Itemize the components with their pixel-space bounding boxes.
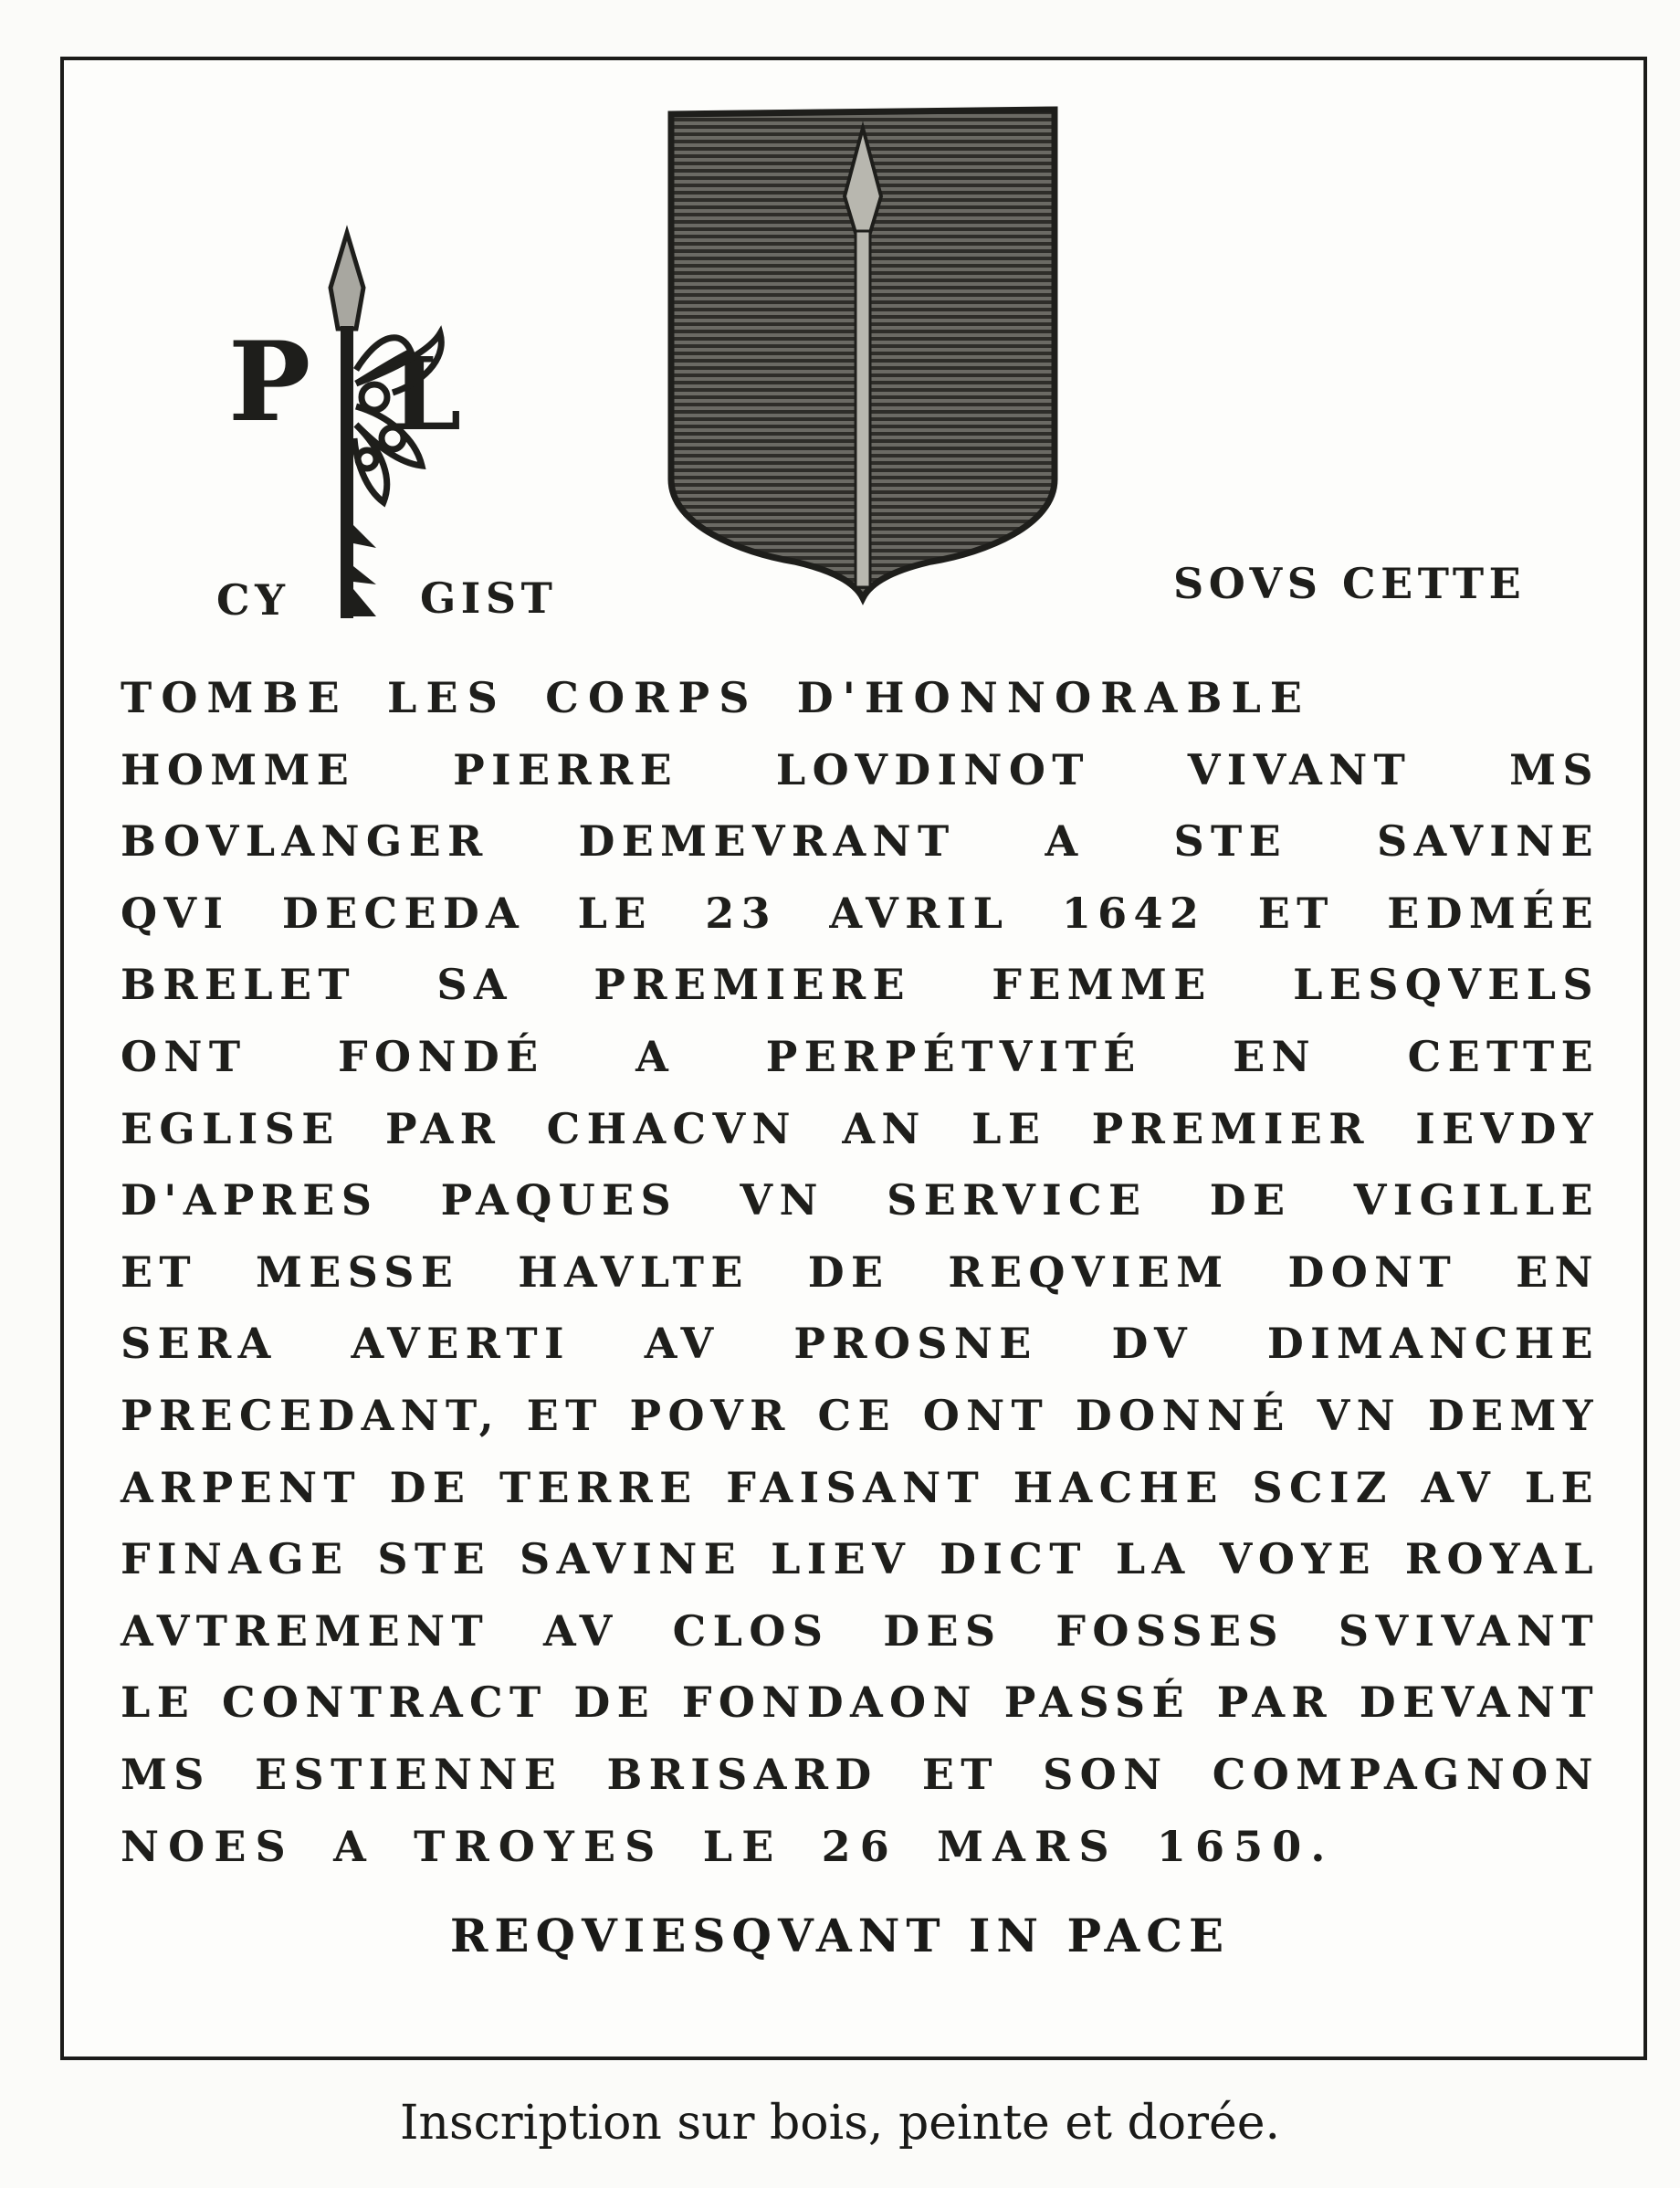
- inscription-word: D'APRES: [121, 1175, 379, 1225]
- inscription-word: SA: [436, 960, 513, 1010]
- inscription-word: AVERTI: [351, 1319, 571, 1369]
- svg-text:L: L: [391, 335, 462, 453]
- inscription-word: 23: [705, 888, 777, 938]
- inscription-word: PAR: [385, 1103, 502, 1153]
- inscription-line: [121, 1667, 1600, 1739]
- inscription-closing: REQVIESQVANT IN PACE: [449, 1909, 1231, 1962]
- inscription-word: LA: [1115, 1534, 1192, 1584]
- inscription-word: DES: [883, 1605, 1003, 1656]
- coat-of-arms-shield: [657, 96, 1068, 607]
- inscription-word: AV: [542, 1605, 619, 1656]
- svg-text:P: P: [228, 318, 311, 447]
- inscription-word: LESQVELS: [1293, 960, 1600, 1010]
- inscription-word: ARPENT: [121, 1462, 362, 1512]
- inscription-word: PREMIERE: [593, 960, 911, 1010]
- inscription-word: SAVINE: [520, 1534, 743, 1584]
- inscription-word: AV: [1421, 1462, 1497, 1512]
- inscription-word: CE: [817, 1390, 897, 1440]
- inscription-word: VIVANT: [1187, 744, 1412, 794]
- inscription-word: 1642: [1061, 888, 1206, 938]
- inscription-word: STE: [377, 1534, 492, 1584]
- inscription-word: A: [635, 1031, 676, 1081]
- inscription-word: TERRE: [499, 1462, 698, 1512]
- inscription-line: [121, 1595, 1600, 1667]
- inscription-word: FAISANT: [726, 1462, 986, 1512]
- inscription-line: [121, 1523, 1600, 1595]
- inscription-word: PROSNE: [793, 1319, 1038, 1369]
- inscription-word: BRISARD: [606, 1749, 878, 1799]
- inscription-word: COMPAGNON: [1212, 1749, 1600, 1799]
- inscription-word: QVI: [121, 888, 230, 938]
- inscription-word: PREMIER: [1091, 1103, 1370, 1153]
- inscription-word: DV: [1111, 1319, 1194, 1369]
- inscription-line: [121, 1452, 1600, 1524]
- inscription-word: SCIZ: [1252, 1462, 1393, 1512]
- inscription-word: DE: [807, 1247, 890, 1297]
- inscription-word: PAQUES: [440, 1175, 678, 1225]
- inscription-word: PASSÉ: [1003, 1678, 1191, 1728]
- inscription-word: DEVANT: [1359, 1678, 1600, 1728]
- inscription-word: BOVLANGER: [121, 816, 489, 867]
- inscription-word: VN: [1317, 1390, 1402, 1440]
- inscription-line: [121, 734, 1600, 806]
- inscription-line: [121, 1739, 1600, 1811]
- inscription-line: [121, 805, 1600, 878]
- inscription-line: [121, 1164, 1600, 1236]
- inscription-word: LE: [121, 1678, 196, 1728]
- inscription-word: SAVINE: [1376, 816, 1600, 867]
- inscription-word: SVIVANT: [1338, 1605, 1600, 1656]
- inscription-word: AVTREMENT: [121, 1605, 490, 1656]
- inscription-word: FEMME: [992, 960, 1213, 1010]
- inscription-word: LE: [1524, 1462, 1600, 1512]
- inscription-word: CHACVN: [546, 1103, 797, 1153]
- inscription-word: DE: [573, 1678, 656, 1728]
- inscription-word: DECEDA: [281, 888, 526, 938]
- inscription-word: FOSSES: [1055, 1605, 1286, 1656]
- inscription-word: SERA: [121, 1319, 278, 1369]
- inscription-word: FONDAON: [681, 1678, 978, 1728]
- inscription-word: MESSE: [255, 1247, 460, 1297]
- inscription-word: DEMY: [1427, 1390, 1600, 1440]
- inscription-word: VOYE: [1219, 1534, 1377, 1584]
- inscription-word: CLOS: [672, 1605, 830, 1656]
- inscription-line: [121, 1093, 1600, 1165]
- inscription-word: REQVIEM: [948, 1247, 1230, 1297]
- inscription-line: [121, 1308, 1600, 1380]
- inscription-line: [121, 1236, 1600, 1309]
- inscription-line: [121, 878, 1600, 950]
- inscription-word: SERVICE: [887, 1175, 1148, 1225]
- inscription-word: ET: [921, 1749, 999, 1799]
- inscription-word: STE: [1173, 816, 1288, 867]
- inscription-word: EN: [1516, 1247, 1600, 1297]
- inscription-body: [121, 662, 1600, 1882]
- inscription-word: BRELET: [121, 960, 356, 1010]
- inscription-word: DICT: [940, 1534, 1087, 1584]
- inscription-word: LE: [577, 888, 653, 938]
- inscription-word: DE: [389, 1462, 472, 1512]
- inscription-line: TOMBE LES CORPS D'HONNORABLE: [121, 673, 1312, 722]
- inscription-word: HOMME: [121, 744, 356, 794]
- inscription-label-gist: GIST: [420, 573, 558, 623]
- inscription-word: MS: [1509, 744, 1600, 794]
- inscription-word: DIMANCHE: [1266, 1319, 1600, 1369]
- inscription-word: PRECEDANT,: [121, 1390, 500, 1440]
- inscription-word: IEVDY: [1415, 1103, 1600, 1153]
- inscription-word: PAR: [1216, 1678, 1333, 1728]
- inscription-word: ET: [526, 1390, 604, 1440]
- lance-icon: [331, 233, 376, 618]
- inscription-word: CONTRACT: [221, 1678, 548, 1728]
- inscription-word: VIGILLE: [1353, 1175, 1600, 1225]
- inscription-word: MS: [121, 1749, 211, 1799]
- inscription-label-sous-cette: SOVS CETTE: [1173, 559, 1527, 608]
- inscription-word: ONT: [922, 1390, 1050, 1440]
- inscription-word: PIERRE: [453, 744, 678, 794]
- inscription-word: LOVDINOT: [775, 744, 1090, 794]
- inscription-word: LE: [971, 1103, 1047, 1153]
- inscription-word: ROYAL: [1404, 1534, 1600, 1584]
- inscription-word: EDMÉE: [1387, 888, 1600, 938]
- figure-caption: Inscription sur bois, peinte et dorée.: [399, 2096, 1281, 2151]
- inscription-word: ONT: [121, 1031, 247, 1081]
- inscription-word: HACHE: [1013, 1462, 1224, 1512]
- inscription-word: ESTIENNE: [255, 1749, 563, 1799]
- inscription-label-cy: CY: [216, 575, 290, 625]
- inscription-line: [121, 1380, 1600, 1452]
- inscription-line: [121, 949, 1600, 1021]
- inscription-word: AVRIL: [829, 888, 1010, 938]
- inscription-word: PERPÉTVITÉ: [765, 1031, 1142, 1081]
- inscription-line: NOES A TROYES LE 26 MARS 1650.: [121, 1821, 1335, 1871]
- inscription-word: ET: [1257, 888, 1335, 938]
- inscription-word: CETTE: [1407, 1031, 1600, 1081]
- inscription-line: [121, 1021, 1600, 1093]
- inscription-word: EGLISE: [121, 1103, 341, 1153]
- inscription-word: POVR: [629, 1390, 792, 1440]
- monogram-lance-emblem: [210, 224, 484, 626]
- inscription-word: FONDÉ: [338, 1031, 545, 1081]
- inscription-word: HAVLTE: [518, 1247, 750, 1297]
- inscription-word: EN: [1233, 1031, 1318, 1081]
- inscription-word: VN: [740, 1175, 824, 1225]
- inscription-word: ET: [121, 1247, 198, 1297]
- inscription-word: A: [1045, 816, 1085, 867]
- inscription-word: DONNÉ: [1075, 1390, 1291, 1440]
- inscription-word: SON: [1043, 1749, 1169, 1799]
- inscription-word: DEMEVRANT: [578, 816, 956, 867]
- inscription-word: DONT: [1287, 1247, 1458, 1297]
- inscription-word: FINAGE: [121, 1534, 350, 1584]
- inscription-word: DE: [1209, 1175, 1292, 1225]
- inscription-word: AV: [644, 1319, 720, 1369]
- inscription-word: AN: [842, 1103, 927, 1153]
- inscription-word: LIEV: [771, 1534, 912, 1584]
